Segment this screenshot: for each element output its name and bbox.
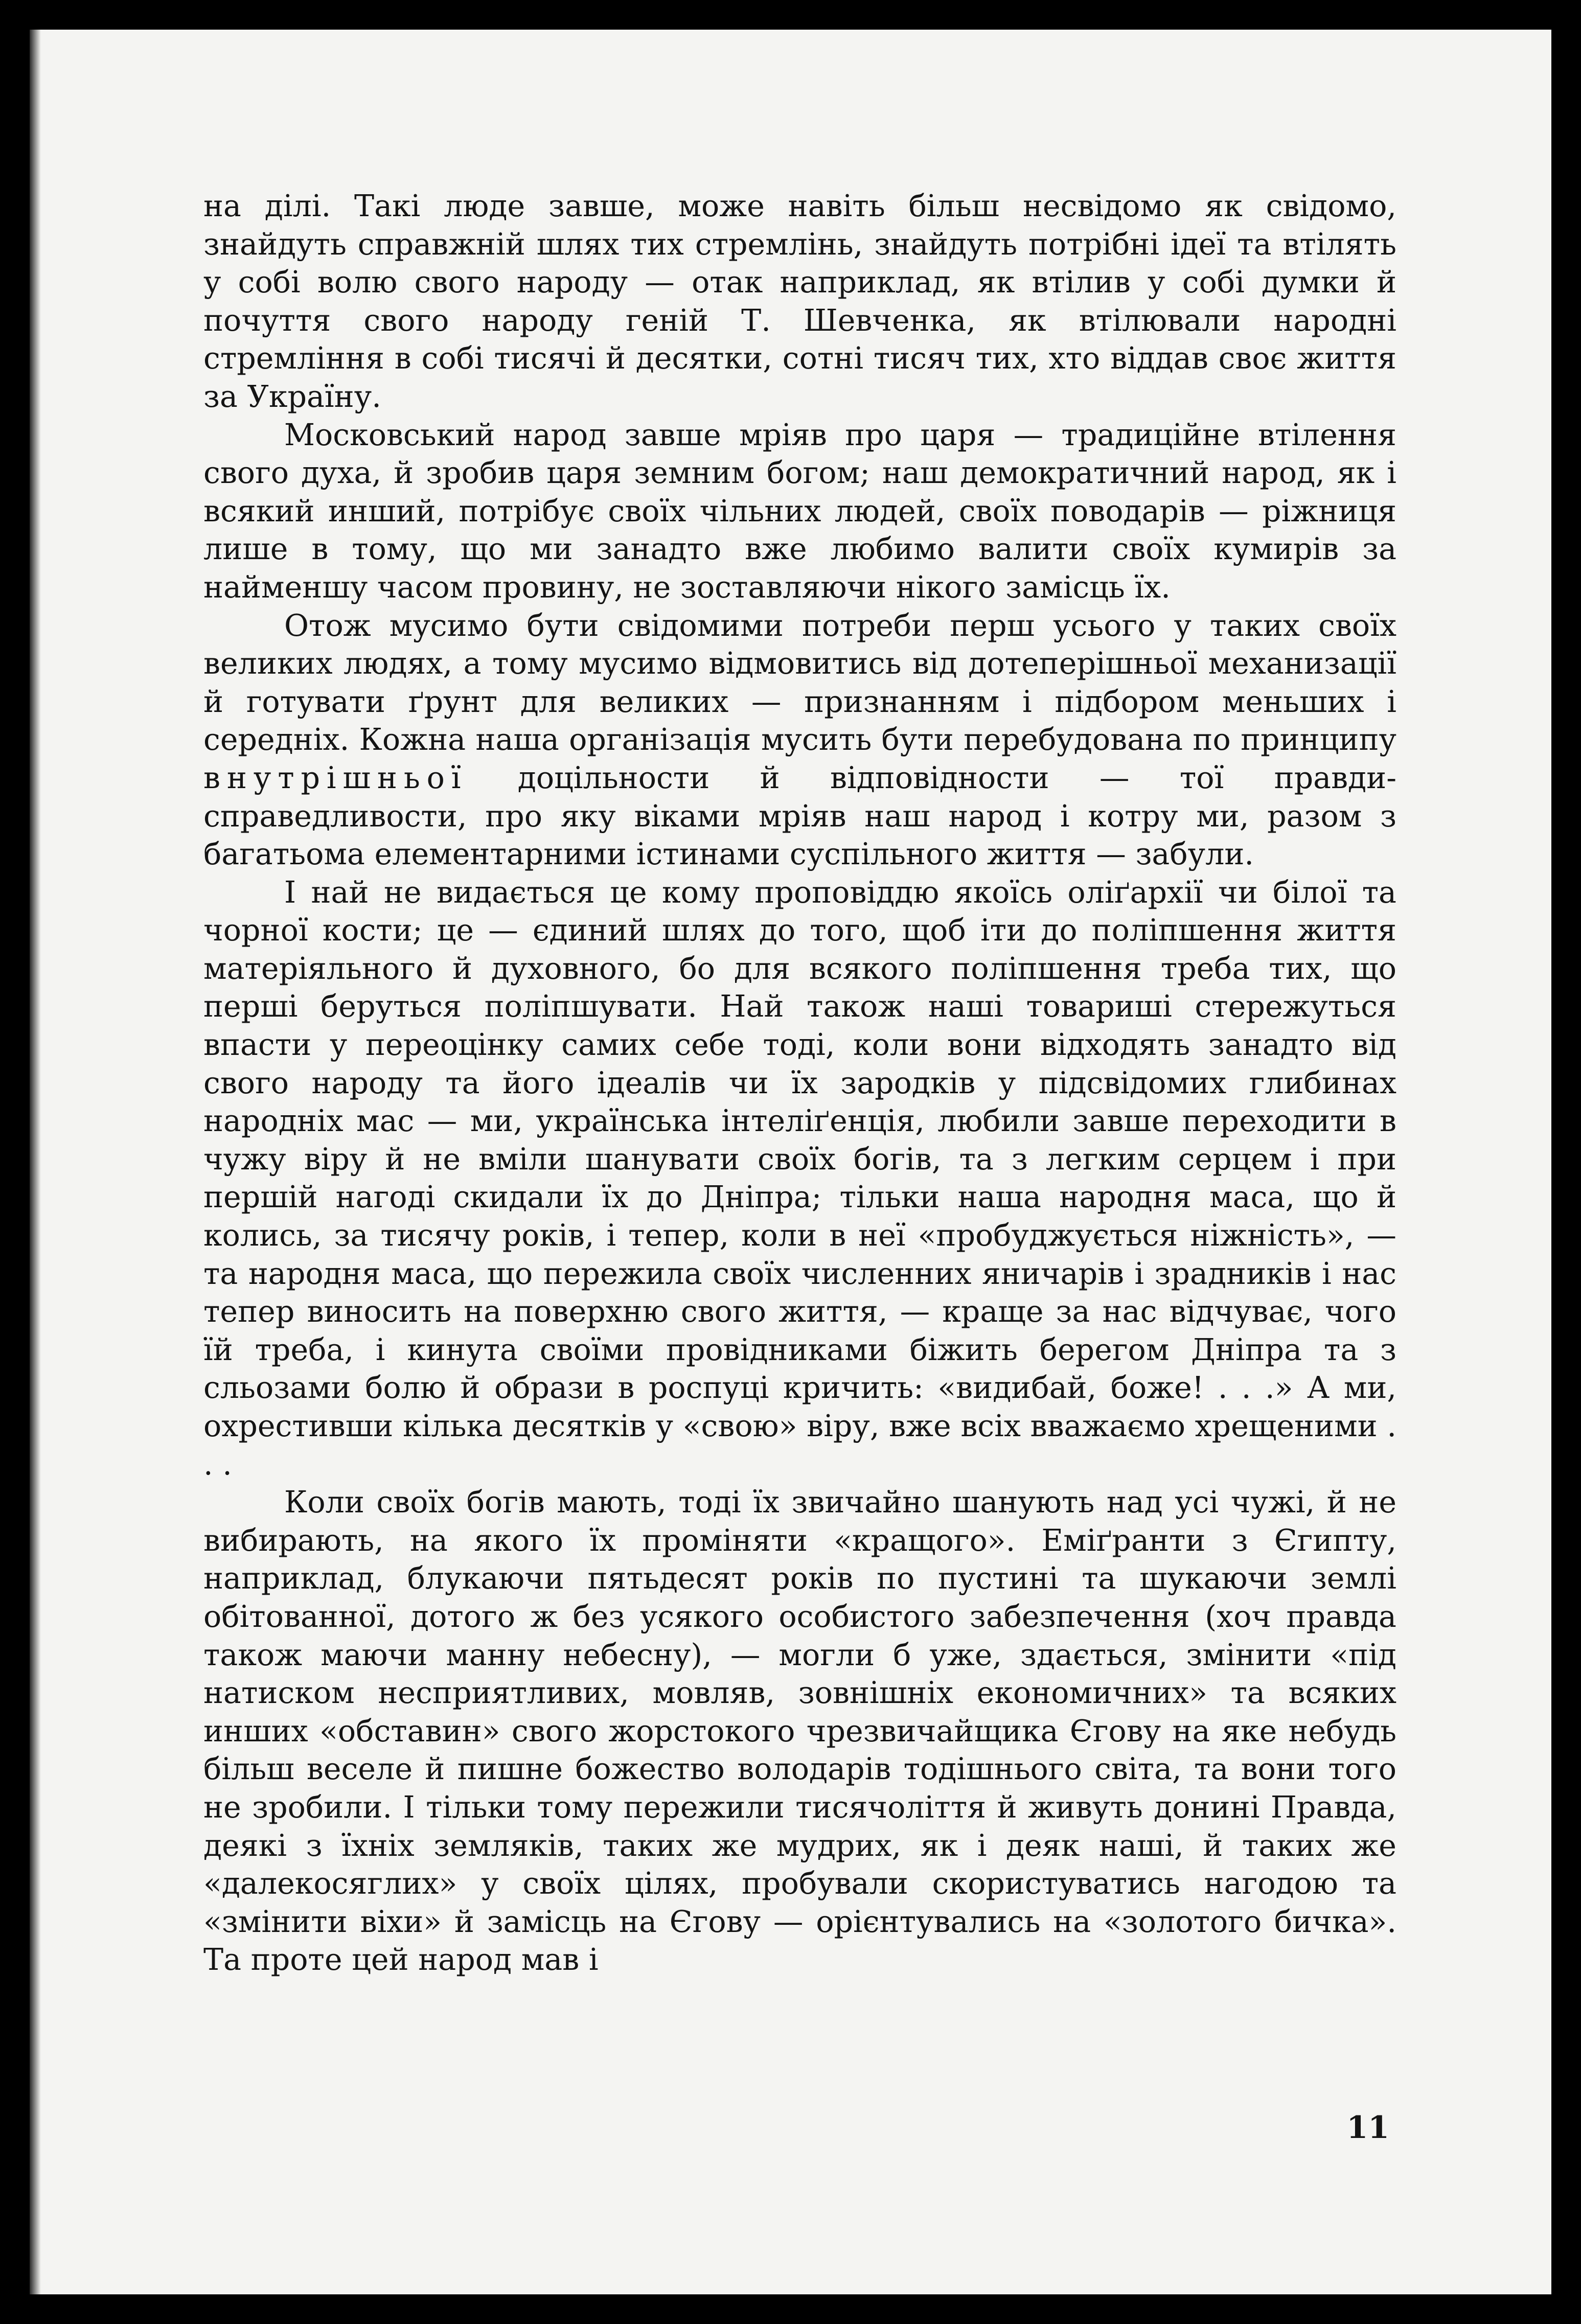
page-number: 11 [1346,2110,1389,2146]
paragraph: І най не видається це кому проповіддю якоїсь оліґархії чи білої та чорної кости; це — єдиний шлях до того, щоб іти до поліпшення життя матеріяльного й духовного, бо для всякого поліпшення треба тих, що перші беруться поліпшувати. Най також наші товариші стережуться впасти у переоцінку самих себе тоді, коли вони відходять занадто від свого народу та його ідеалів чи їх зародків у підсвідомих глибинах народніх мас — ми, українська інтеліґенція, любили завше переходити в чужу віру й не вміли шанувати своїх богів, та з легким серцем і при першій нагоді скидали їх до Дніпра; тільки наша народня маса, що й колись, за тисячу років, і тепер, коли в неї «пробуджується ніжність», — та народня маса, що пережила своїх численних яничарів і зрадників і нас тепер виносить на поверхню свого життя, — краще за нас відчуває, чого їй треба, і кинута своїми провідниками біжить берегом Дніпра та з сльозами болю й образи в роспуці кричить: «видибай, боже! . . .» А ми, охрестивши кілька десятків у «свою» віру, вже всіх вважаємо хрещеними . . . [203,875,1396,1482]
paragraph-text: Отож мусимо бути свідомими потреби перш усього у таких своїх великих людях, а тому мусимо відмовитись від дотеперішньої механизації й готувати ґрунт для великих — признанням і підбором меньших і середніх. Кожна наша організація мусить бути перебудована по принципу [203,608,1396,757]
book-page [30,30,1551,2294]
body-text [203,187,1396,1979]
emphasized-word: внутрішньої [203,760,468,795]
paragraph [203,607,1396,873]
page-edge-shadow [30,30,41,2294]
paragraph-text: доцільности й відповідности — тої правди-справедливости, про яку віками мріяв наш народ і котру ми, разом з багатьома елементарними істинами суспільного життя — забули. [203,760,1396,872]
paragraph: Коли своїх богів мають, тоді їх звичайно шанують над усі чужі, й не вибирають, на якого їх проміняти «кращого». Еміґранти з Єгипту, наприклад, блукаючи пятьдесят років по пустині та шукаючи землі обітованної, дотого ж без усякого особистого забезпечення (хоч правда також маючи манну небесну), — могли б уже, здається, змінити «під натиском несприятливих, мовляв, зовнішніх економичних» та всяких инших «обставин» свого жорстокого чрезвичайщика Єгову на яке небудь більш веселе й пишне божество володарів тодішнього світа, та вони того не зробили. І тільки тому пережили тисячоліття й живуть донині Правда, деякі з їхніх земляків, таких же мудрих, як і деяк наші, й таких же «далекосяглих» у своїх цілях, пробували скористуватись нагодою та «змінити віхи» й замісць на Єгову — орієнтувались на «золотого бичка». Та проте цей народ мав і [203,1485,1396,1977]
paragraph: Московський народ завше мріяв про царя — традиційне втілення свого духа, й зробив царя земним богом; наш демократичний народ, як і всякий инший, потрібує своїх чільних людей, своїх поводарів — ріжниця лише в тому, що ми занадто вже любимо валити своїх кумирів за найменшу часом провину, не зоставляючи нікого замісць їх. [203,417,1396,605]
paragraph: на ділі. Такі люде завше, може навіть більш несвідомо як свідомо, знайдуть справжній шлях тих стремлінь, знайдуть потрібні ідеї та втілять у собі волю свого народу — отак наприклад, як втілив у собі думки й почуття свого народу геній Т. Шевченка, як втілювали народні стремління в собі тисячі й десятки, сотні тисяч тих, хто віддав своє життя за Україну. [203,189,1396,414]
